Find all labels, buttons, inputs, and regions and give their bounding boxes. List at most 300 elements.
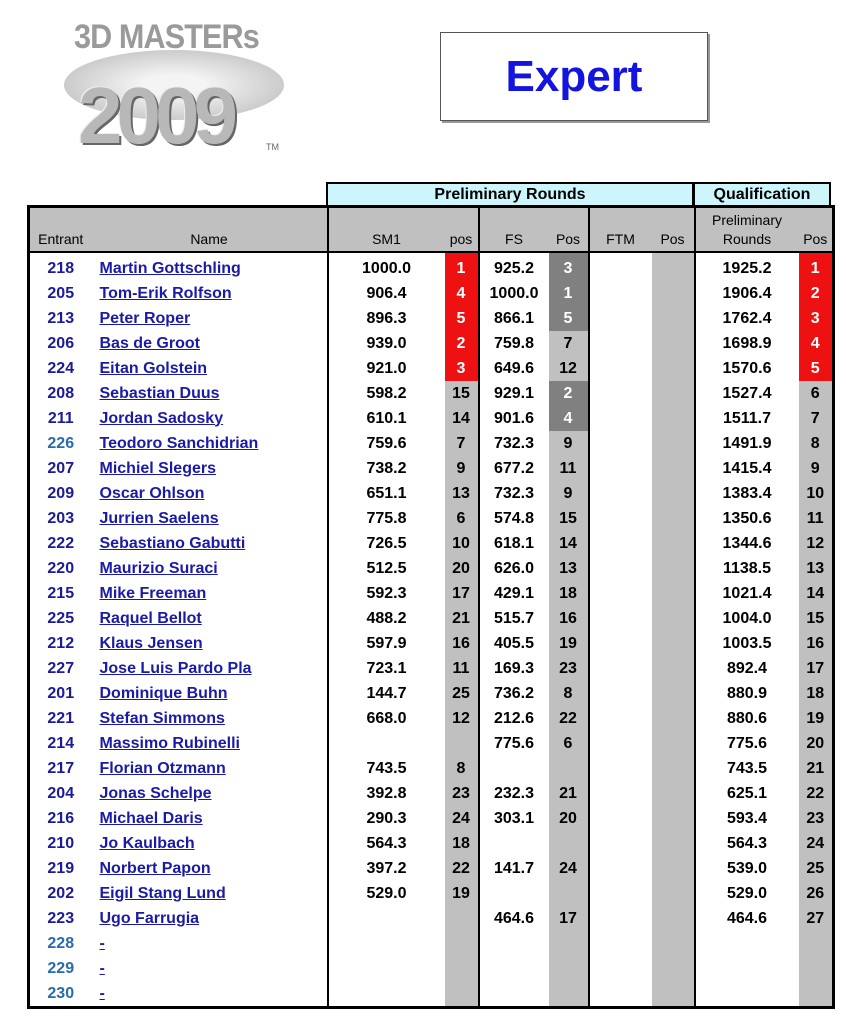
logo-text: 3D MASTERs [74, 18, 259, 56]
prelim-total: 880.9 [695, 681, 799, 706]
prelim-total: 625.1 [695, 781, 799, 806]
name-link[interactable]: Jurrien Saelens [99, 509, 219, 527]
name-link[interactable]: Sebastian Duus [99, 384, 220, 402]
qual-pos: 6 [799, 381, 834, 406]
table-row [29, 481, 834, 506]
sm1-pos [445, 981, 479, 1008]
ftm-pos [652, 781, 695, 806]
table-row [29, 706, 834, 731]
fs-score [479, 956, 549, 981]
prelim-total: 1344.6 [695, 531, 799, 556]
entrant: 217 [47, 759, 75, 777]
fs-score: 169.3 [479, 656, 549, 681]
name-link[interactable]: - [99, 984, 105, 1002]
sm1-score: 529.0 [328, 881, 445, 906]
entrant: 211 [47, 409, 74, 427]
qual-pos: 7 [799, 406, 834, 431]
entrant: 224 [47, 359, 75, 377]
ftm-pos [652, 906, 695, 931]
fs-pos: 1 [549, 281, 589, 306]
qual-pos: 5 [799, 356, 834, 381]
table-row [29, 581, 834, 606]
prelim-total: 1415.4 [695, 456, 799, 481]
name-link[interactable]: Bas de Groot [99, 334, 200, 352]
qual-pos [799, 956, 834, 981]
sm1-pos: 1 [445, 252, 479, 281]
qual-pos: 14 [799, 581, 834, 606]
entrant: 229 [47, 959, 75, 977]
sm1-pos [445, 731, 479, 756]
fs-pos [549, 981, 589, 1008]
qual-pos: 21 [799, 756, 834, 781]
fs-score: 677.2 [479, 456, 549, 481]
qual-pos: 1 [799, 252, 834, 281]
sm1-score: 723.1 [328, 656, 445, 681]
name-link[interactable]: Norbert Papon [99, 859, 211, 877]
qual-pos: 13 [799, 556, 834, 581]
qual-pos: 24 [799, 831, 834, 856]
fs-score: 929.1 [479, 381, 549, 406]
qual-pos [799, 931, 834, 956]
ftm-pos [652, 506, 695, 531]
table-row [29, 356, 834, 381]
fs-pos: 16 [549, 606, 589, 631]
ftm-score [589, 656, 652, 681]
name-link[interactable]: Mike Freeman [99, 584, 207, 602]
sm1-pos: 9 [445, 456, 479, 481]
prelim-total: 539.0 [695, 856, 799, 881]
name-link[interactable]: Florian Otzmann [99, 759, 226, 777]
results-table [27, 205, 835, 1009]
sm1-pos: 20 [445, 556, 479, 581]
ftm-score [589, 956, 652, 981]
sm1-pos: 6 [445, 506, 479, 531]
entrant: 221 [47, 709, 75, 727]
ftm-score [589, 581, 652, 606]
sm1-score: 921.0 [328, 356, 445, 381]
fs-pos: 15 [549, 506, 589, 531]
ftm-score [589, 356, 652, 381]
prelim-total: 1350.6 [695, 506, 799, 531]
logo [60, 10, 290, 160]
sm1-score: 651.1 [328, 481, 445, 506]
sm1-score: 397.2 [328, 856, 445, 881]
qual-pos: 4 [799, 331, 834, 356]
qual-pos: 20 [799, 731, 834, 756]
entrant: 219 [47, 859, 75, 877]
ftm-score [589, 431, 652, 456]
sm1-score: 726.5 [328, 531, 445, 556]
sm1-score: 610.1 [328, 406, 445, 431]
table-row [29, 806, 834, 831]
group-qualification: Qualification [693, 182, 831, 206]
name-link[interactable]: Jonas Schelpe [99, 784, 212, 802]
fs-pos: 11 [549, 456, 589, 481]
sm1-pos: 12 [445, 706, 479, 731]
ftm-score [589, 406, 652, 431]
fs-score [479, 981, 549, 1008]
fs-score: 429.1 [479, 581, 549, 606]
table-row [29, 506, 834, 531]
qual-pos: 19 [799, 706, 834, 731]
fs-score: 732.3 [479, 481, 549, 506]
ftm-pos [652, 856, 695, 881]
ftm-score [589, 556, 652, 581]
entrant: 210 [47, 834, 75, 852]
header-sm1: SM1 [328, 207, 445, 253]
entrant: 213 [47, 309, 75, 327]
fs-score: 574.8 [479, 506, 549, 531]
ftm-score [589, 381, 652, 406]
table-row [29, 781, 834, 806]
ftm-pos [652, 306, 695, 331]
qual-pos: 12 [799, 531, 834, 556]
fs-pos: 9 [549, 431, 589, 456]
name-link[interactable]: Martin Gottschling [99, 259, 241, 277]
prelim-total: 1003.5 [695, 631, 799, 656]
ftm-score [589, 306, 652, 331]
sm1-pos [445, 931, 479, 956]
name-link[interactable]: Massimo Rubinelli [99, 734, 240, 752]
qual-pos: 11 [799, 506, 834, 531]
table-row [29, 856, 834, 881]
qual-pos: 15 [799, 606, 834, 631]
ftm-score [589, 781, 652, 806]
name-link[interactable]: - [99, 934, 105, 952]
sm1-score: 668.0 [328, 706, 445, 731]
entrant: 218 [47, 259, 75, 277]
prelim-total: 1570.6 [695, 356, 799, 381]
sm1-pos: 7 [445, 431, 479, 456]
prelim-total: 1511.7 [695, 406, 799, 431]
fs-pos: 22 [549, 706, 589, 731]
ftm-score [589, 706, 652, 731]
header-ftm: FTM [589, 207, 652, 253]
entrant: 207 [47, 459, 75, 477]
table-row [29, 906, 834, 931]
sm1-score [328, 906, 445, 931]
fs-score: 649.6 [479, 356, 549, 381]
fs-pos: 20 [549, 806, 589, 831]
prelim-total [695, 981, 799, 1008]
table-row [29, 656, 834, 681]
ftm-pos [652, 356, 695, 381]
sm1-score [328, 956, 445, 981]
entrant: 206 [47, 334, 75, 352]
category-title: Expert [440, 32, 708, 121]
sm1-score: 488.2 [328, 606, 445, 631]
table-row [29, 381, 834, 406]
fs-pos: 8 [549, 681, 589, 706]
qual-pos: 18 [799, 681, 834, 706]
prelim-total: 529.0 [695, 881, 799, 906]
table-row [29, 606, 834, 631]
ftm-score [589, 531, 652, 556]
header-name: Name [92, 207, 328, 253]
fs-score [479, 931, 549, 956]
sm1-score [328, 981, 445, 1008]
sm1-pos: 4 [445, 281, 479, 306]
sm1-pos: 25 [445, 681, 479, 706]
name-link[interactable]: - [99, 959, 105, 977]
ftm-pos [652, 631, 695, 656]
fs-score: 901.6 [479, 406, 549, 431]
sm1-pos: 24 [445, 806, 479, 831]
name-link[interactable]: Jose Luis Pardo Pla [99, 659, 252, 677]
entrant: 214 [47, 734, 75, 752]
ftm-pos [652, 406, 695, 431]
prelim-total: 1906.4 [695, 281, 799, 306]
ftm-pos [652, 831, 695, 856]
table-row [29, 631, 834, 656]
ftm-pos [652, 656, 695, 681]
header-entrant: Entrant [29, 207, 92, 253]
ftm-pos [652, 931, 695, 956]
qual-pos: 2 [799, 281, 834, 306]
header-ftm-pos: Pos [652, 207, 695, 253]
prelim-total [695, 931, 799, 956]
sm1-score: 896.3 [328, 306, 445, 331]
fs-score: 732.3 [479, 431, 549, 456]
qual-pos: 10 [799, 481, 834, 506]
fs-score: 759.8 [479, 331, 549, 356]
name-link[interactable]: Eitan Golstein [99, 359, 208, 377]
fs-score: 925.2 [479, 252, 549, 281]
fs-score: 736.2 [479, 681, 549, 706]
sm1-pos: 15 [445, 381, 479, 406]
prelim-total: 892.4 [695, 656, 799, 681]
fs-score: 775.6 [479, 731, 549, 756]
ftm-pos [652, 706, 695, 731]
fs-pos: 5 [549, 306, 589, 331]
entrant: 223 [47, 909, 75, 927]
ftm-score [589, 831, 652, 856]
prelim-total: 775.6 [695, 731, 799, 756]
table-row [29, 831, 834, 856]
qual-pos: 8 [799, 431, 834, 456]
sm1-score: 598.2 [328, 381, 445, 406]
fs-score: 1000.0 [479, 281, 549, 306]
ftm-score [589, 631, 652, 656]
ftm-pos [652, 981, 695, 1008]
table-row [29, 731, 834, 756]
name-link[interactable]: Eigil Stang Lund [99, 884, 226, 902]
ftm-pos [652, 556, 695, 581]
name-link[interactable]: Maurizio Suraci [99, 559, 218, 577]
name-link[interactable]: Ugo Farrugia [99, 909, 200, 927]
name-link[interactable]: Dominique Buhn [99, 684, 228, 702]
name-link[interactable]: Stefan Simmons [99, 709, 225, 727]
prelim-total: 1021.4 [695, 581, 799, 606]
fs-pos: 23 [549, 656, 589, 681]
fs-pos: 18 [549, 581, 589, 606]
entrant: 204 [47, 784, 75, 802]
prelim-total: 1698.9 [695, 331, 799, 356]
name-link[interactable]: Peter Roper [99, 309, 191, 327]
fs-pos: 6 [549, 731, 589, 756]
table-row [29, 252, 834, 281]
qual-pos: 17 [799, 656, 834, 681]
fs-pos [549, 931, 589, 956]
sm1-pos: 8 [445, 756, 479, 781]
prelim-total: 564.3 [695, 831, 799, 856]
prelim-total: 743.5 [695, 756, 799, 781]
fs-score: 866.1 [479, 306, 549, 331]
fs-score: 618.1 [479, 531, 549, 556]
prelim-total: 464.6 [695, 906, 799, 931]
fs-score: 515.7 [479, 606, 549, 631]
ftm-pos [652, 731, 695, 756]
sm1-score: 759.6 [328, 431, 445, 456]
sm1-pos: 19 [445, 881, 479, 906]
sm1-pos [445, 906, 479, 931]
name-link[interactable]: Raquel Bellot [99, 609, 202, 627]
logo-tm: TM [266, 142, 279, 152]
name-link[interactable]: Michael Daris [99, 809, 203, 827]
name-link[interactable]: Jordan Sadosky [99, 409, 224, 427]
header-sm1-pos: pos [445, 207, 479, 253]
fs-score: 212.6 [479, 706, 549, 731]
table-row [29, 431, 834, 456]
sm1-score: 592.3 [328, 581, 445, 606]
ftm-pos [652, 756, 695, 781]
ftm-score [589, 456, 652, 481]
table-row [29, 956, 834, 981]
table-row [29, 881, 834, 906]
entrant: 212 [47, 634, 75, 652]
name-link[interactable]: Jo Kaulbach [99, 834, 195, 852]
fs-score: 141.7 [479, 856, 549, 881]
qual-pos: 23 [799, 806, 834, 831]
table-row [29, 456, 834, 481]
header-prelim-rounds: Preliminary Rounds [695, 207, 799, 253]
ftm-score [589, 252, 652, 281]
sm1-pos: 23 [445, 781, 479, 806]
qual-pos [799, 981, 834, 1008]
entrant: 227 [47, 659, 75, 677]
table-row [29, 306, 834, 331]
name-link[interactable]: Oscar Ohlson [99, 484, 205, 502]
sm1-score: 392.8 [328, 781, 445, 806]
entrant: 216 [47, 809, 75, 827]
sm1-score: 512.5 [328, 556, 445, 581]
sm1-pos [445, 956, 479, 981]
sm1-pos: 13 [445, 481, 479, 506]
table-row [29, 406, 834, 431]
ftm-score [589, 681, 652, 706]
ftm-score [589, 281, 652, 306]
sm1-pos: 16 [445, 631, 479, 656]
sm1-score: 597.9 [328, 631, 445, 656]
ftm-score [589, 731, 652, 756]
entrant: 222 [47, 534, 75, 552]
ftm-score [589, 806, 652, 831]
entrant: 209 [47, 484, 75, 502]
name-link[interactable]: Tom-Erik Rolfson [99, 284, 232, 302]
table-row [29, 756, 834, 781]
entrant: 220 [47, 559, 75, 577]
prelim-total: 1527.4 [695, 381, 799, 406]
fs-pos [549, 956, 589, 981]
qual-pos: 26 [799, 881, 834, 906]
fs-pos: 4 [549, 406, 589, 431]
ftm-pos [652, 956, 695, 981]
prelim-total [695, 956, 799, 981]
ftm-score [589, 481, 652, 506]
ftm-score [589, 856, 652, 881]
prelim-total: 1925.2 [695, 252, 799, 281]
prelim-total: 593.4 [695, 806, 799, 831]
ftm-pos [652, 252, 695, 281]
prelim-total: 1138.5 [695, 556, 799, 581]
sm1-score [328, 931, 445, 956]
fs-pos [549, 831, 589, 856]
fs-pos [549, 881, 589, 906]
fs-pos: 14 [549, 531, 589, 556]
qual-pos: 16 [799, 631, 834, 656]
sm1-pos: 17 [445, 581, 479, 606]
entrant: 228 [47, 934, 75, 952]
table-row [29, 931, 834, 956]
ftm-pos [652, 581, 695, 606]
ftm-score [589, 606, 652, 631]
fs-pos: 21 [549, 781, 589, 806]
fs-score [479, 831, 549, 856]
prelim-total: 1491.9 [695, 431, 799, 456]
ftm-pos [652, 431, 695, 456]
qual-pos: 9 [799, 456, 834, 481]
fs-pos: 24 [549, 856, 589, 881]
fs-pos: 13 [549, 556, 589, 581]
header-qual-pos: Pos [799, 207, 834, 253]
sm1-pos: 11 [445, 656, 479, 681]
entrant: 202 [47, 884, 75, 902]
fs-score: 303.1 [479, 806, 549, 831]
entrant: 205 [47, 284, 75, 302]
ftm-score [589, 906, 652, 931]
ftm-pos [652, 531, 695, 556]
ftm-score [589, 931, 652, 956]
name-link[interactable]: Sebastiano Gabutti [99, 534, 246, 552]
table-row [29, 981, 834, 1008]
entrant: 208 [47, 384, 75, 402]
ftm-score [589, 331, 652, 356]
ftm-pos [652, 881, 695, 906]
ftm-pos [652, 806, 695, 831]
fs-score [479, 756, 549, 781]
fs-pos: 9 [549, 481, 589, 506]
fs-score [479, 881, 549, 906]
qual-pos: 3 [799, 306, 834, 331]
fs-pos: 19 [549, 631, 589, 656]
sm1-score: 738.2 [328, 456, 445, 481]
name-link[interactable]: Michiel Slegers [99, 459, 216, 477]
entrant: 215 [47, 584, 75, 602]
table-row [29, 531, 834, 556]
table-row [29, 281, 834, 306]
sm1-pos: 22 [445, 856, 479, 881]
ftm-pos [652, 381, 695, 406]
fs-score: 626.0 [479, 556, 549, 581]
header-fs-pos: Pos [549, 207, 589, 253]
sm1-pos: 21 [445, 606, 479, 631]
ftm-pos [652, 606, 695, 631]
sm1-score: 939.0 [328, 331, 445, 356]
ftm-score [589, 881, 652, 906]
name-link[interactable]: Klaus Jensen [99, 634, 203, 652]
name-link[interactable]: Teodoro Sanchidrian [99, 434, 259, 452]
header-fs: FS [479, 207, 549, 253]
